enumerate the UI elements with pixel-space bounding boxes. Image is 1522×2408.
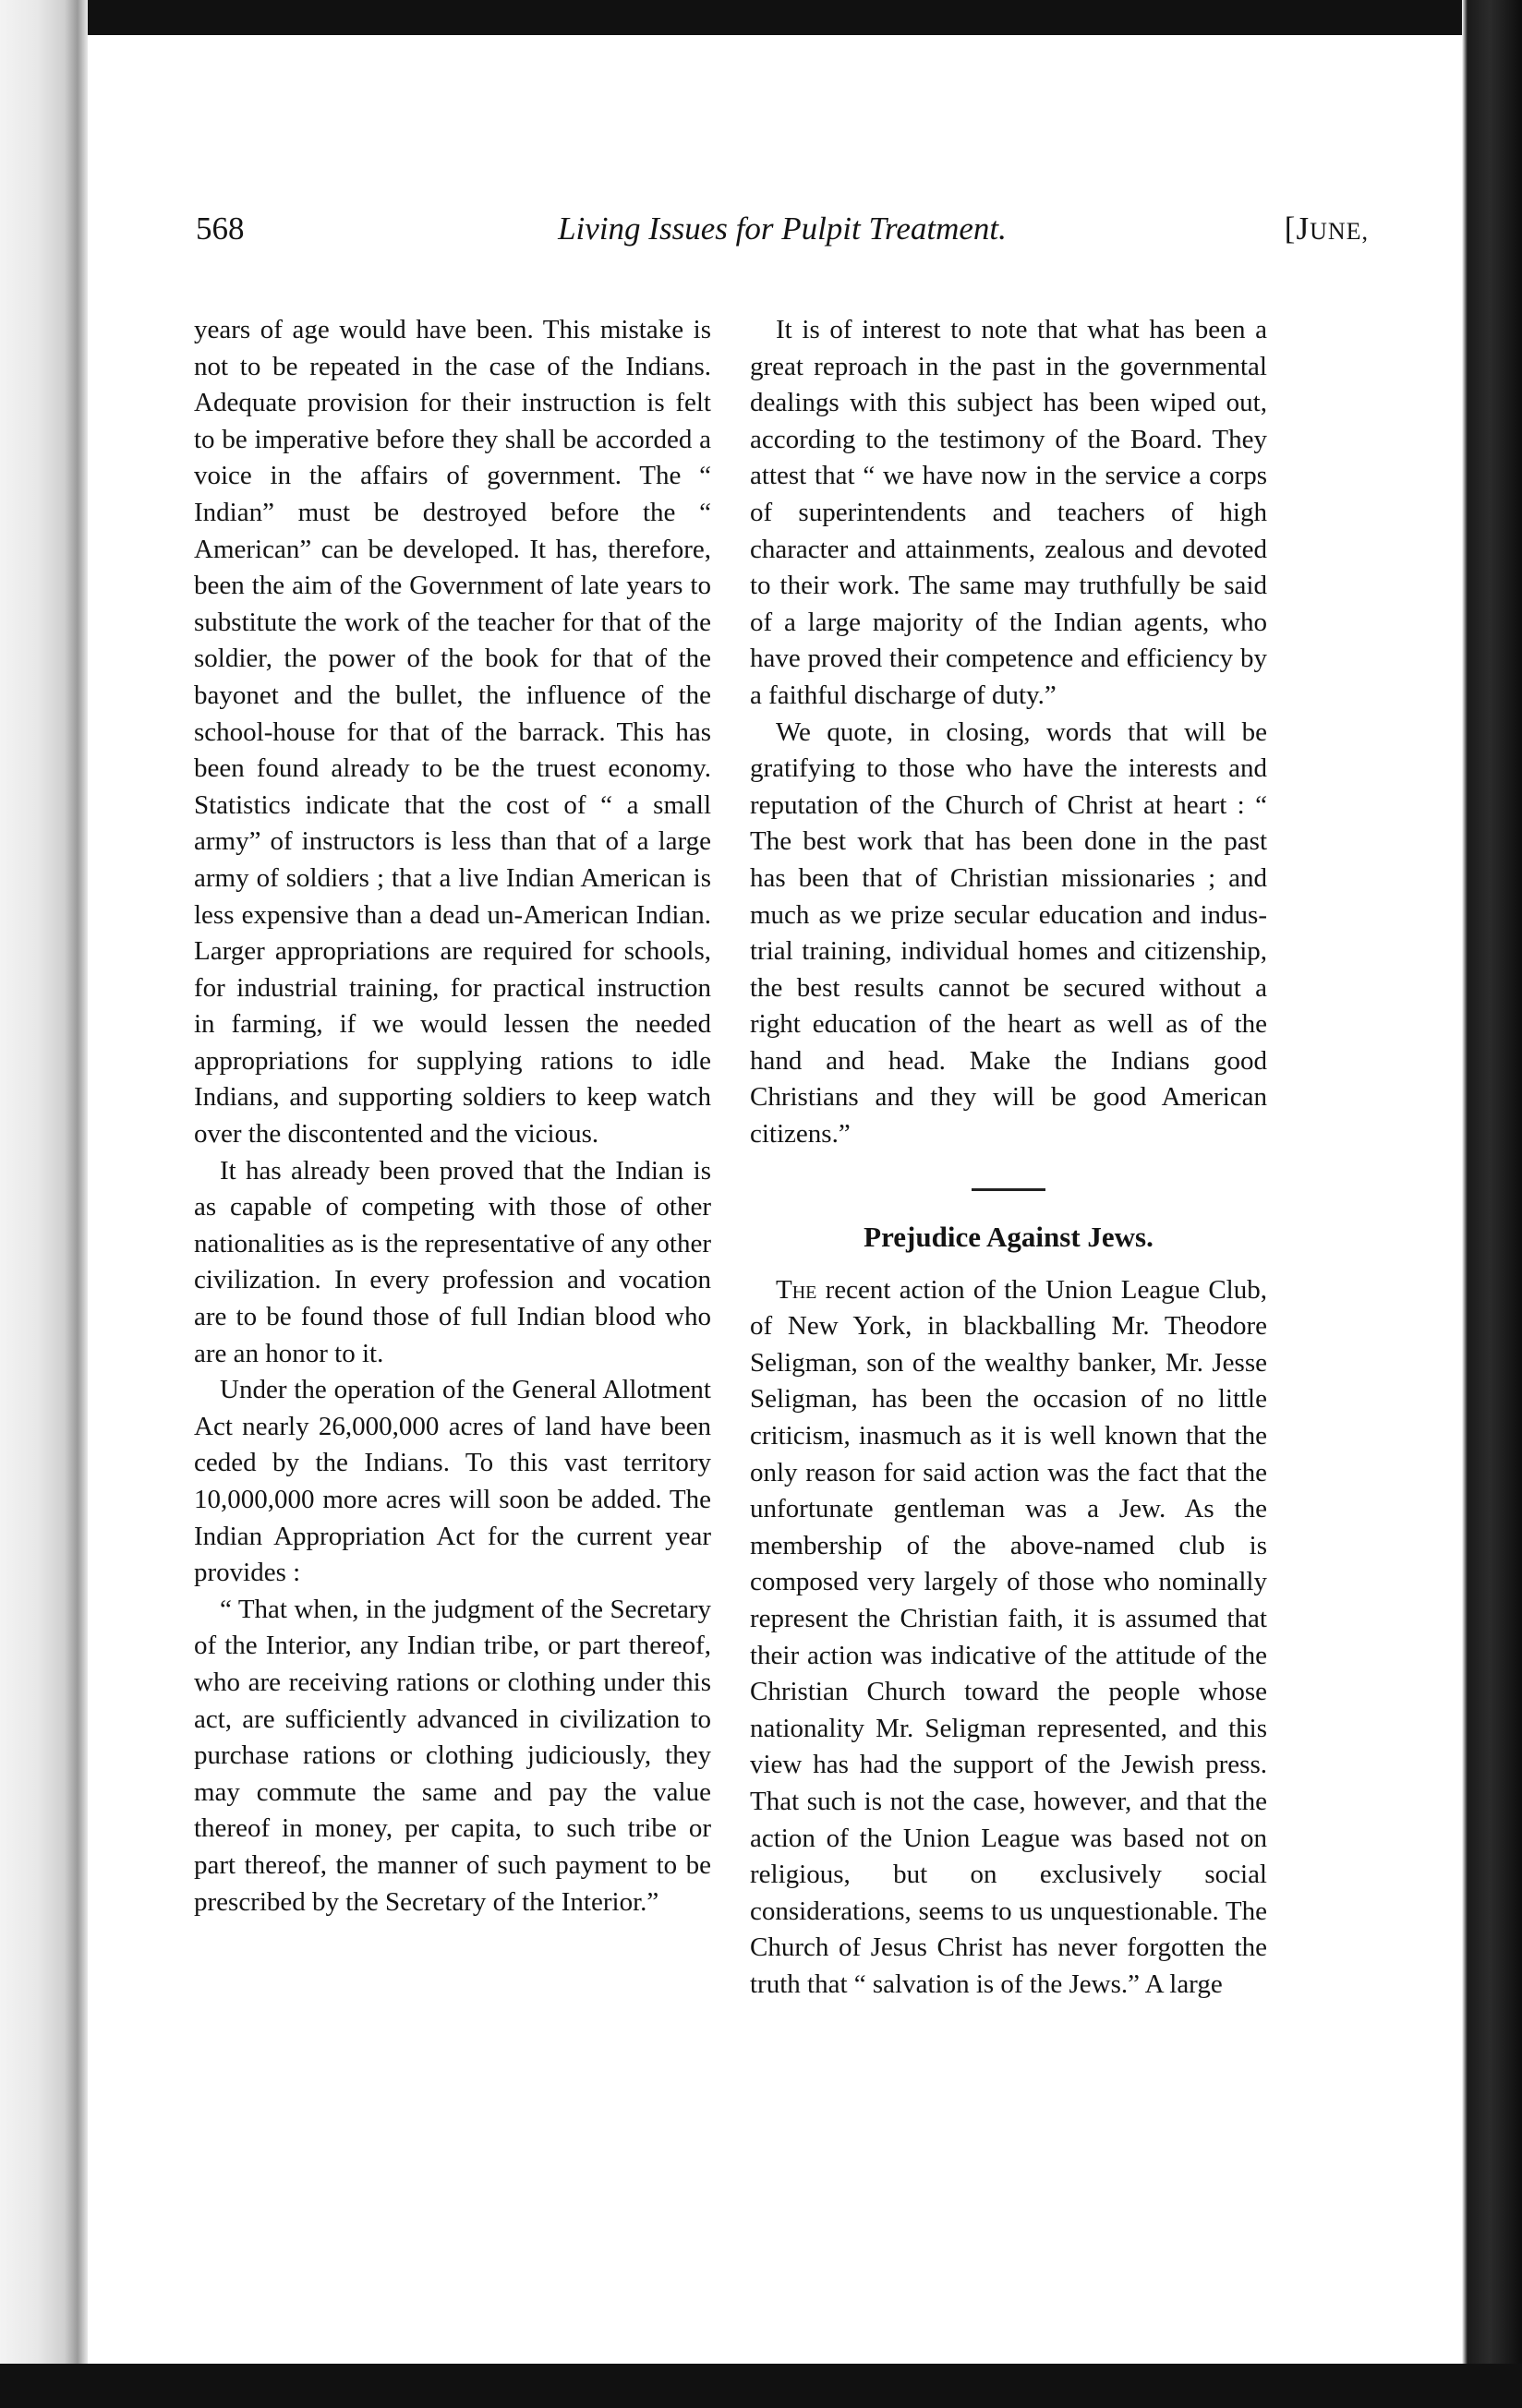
paragraph: It is of interest to note that what has been a great reproach in the past in the governmental dealings with this subject has been wiped out, according to the testimony of the Board. They attest that “ we have now in the service a corps of superintendents and teachers of high character and attainments, zealous and devoted to their work. The same may truthfully be said of a large majority of the Indian agents, who have proved their competence and efficiency by a faithful discharge of duty.” [750, 315, 1267, 710]
scan-border-right [1462, 0, 1522, 2408]
paragraph: We quote, in closing, words that will be gratifying to those who have the interests and reputation of the Church of Christ at heart : “ The best work that has been done in the past has been that of Christian missionaries ; and much as we prize secular education and industrial training, individual homes and citizenship, the best results cannot be secured without a right education of the heart as well as of the hand and head. Make the Indians good Christians and they will be good American citizens.” [750, 716, 1267, 1150]
running-title: Living Issues for Pulpit Treatment. [558, 211, 1007, 247]
lead-word: The [776, 1274, 817, 1305]
paragraph [750, 1272, 1267, 2004]
section-heading: Prejudice Against Jews. [864, 1220, 1154, 1253]
quoted-paragraph: “ That when, in the judgment of the Secretary of the Interior, any Indian tribe, or part thereof, who are receiving rations or clothing under this act, are sufficiently advanced in civilization to purchase rations or clothing judiciously, they may commute the same and pay the value thereof in money, per capita, to such tribe or part thereof, the manner of such payment to be prescribed by the Secretary of the Interior.” [194, 1594, 711, 1917]
scan-border-bottom [0, 2364, 1522, 2408]
running-date [1285, 211, 1369, 247]
paragraph: Under the operation of the General Allotment Act nearly 26,000,000 acres of land have been ceded by the Indians. To this vast territory 10,000,000 more acres will soon be added. The Indian Appropriation Act for the current year provides : [194, 1375, 711, 1588]
running-date-rest: UNE, [1310, 218, 1369, 245]
running-date-bracket: [ [1284, 211, 1297, 247]
paragraph: It has already been proved that the Indian is as capable of competing with those of other nationalities as is the representative of any other civilization. In every profession and vocation are to be found those of full Indian blood who are an honor to it. [194, 1155, 711, 1368]
right-column [750, 312, 1267, 2004]
running-date-initial: J [1296, 211, 1311, 247]
paragraph: years of age would have been. This mistake is not to be repeated in the case of the Indians. Adequate provision for their instruction is felt to be imperative before they shall be accorded a voice in the affairs of government. The “ Indian” must be destroyed before the “ American” can be developed. It has, therefore, been the aim of the Government of late years to substitute the work of the teacher for that of the soldier, the power of the book for that of the bayonet and the bullet, the influence of the school-house for that of the barrack. This has been found already to be the truest economy. Statistics indicate that the cost of “ a small army” of instructors is less than that of a large army of soldiers ; that a live Indian American is less expensive than a dead un-American Indian. Larger appropriations are required for schools, for industrial training, for practical instruction in farming, if we would lessen the needed appropriations for supplying rations to idle Indians, and supporting soldiers to keep watch over the discontented and the vicious. [194, 315, 711, 1150]
paragraph-body: recent action of the Union League Club, of New York, in blackballing Mr. Theodore Seligman, son of the wealthy banker, Mr. Jesse Seligman, has been the occasion of no little criticism, inasmuch as it is well known that the only reason for said action was the fact that the unfortunate gentleman was a Jew. As the membership of the above-named club is composed very largely of those who nominally represent the Christian faith, it is assumed that their action was indicative of the attitude of the Christian Church toward the people whose nationality Mr. Seligman represented, and this view has had the support of the Jewish press. That such is not the case, however, and that the action of the Union League was based not on religious, but on exclusively social considerations, seems to us unquestionable. The Church of Jesus Christ has never forgotten the truth that “ salvation is of the Jews.” A large [750, 1274, 1267, 1999]
running-head [196, 211, 1369, 266]
left-column [194, 312, 711, 1920]
page-number: 568 [196, 211, 245, 247]
book-spine-shadow [0, 0, 88, 2408]
scan-border-top [0, 0, 1522, 35]
section-divider [972, 1188, 1045, 1191]
book-page [92, 35, 1459, 2362]
